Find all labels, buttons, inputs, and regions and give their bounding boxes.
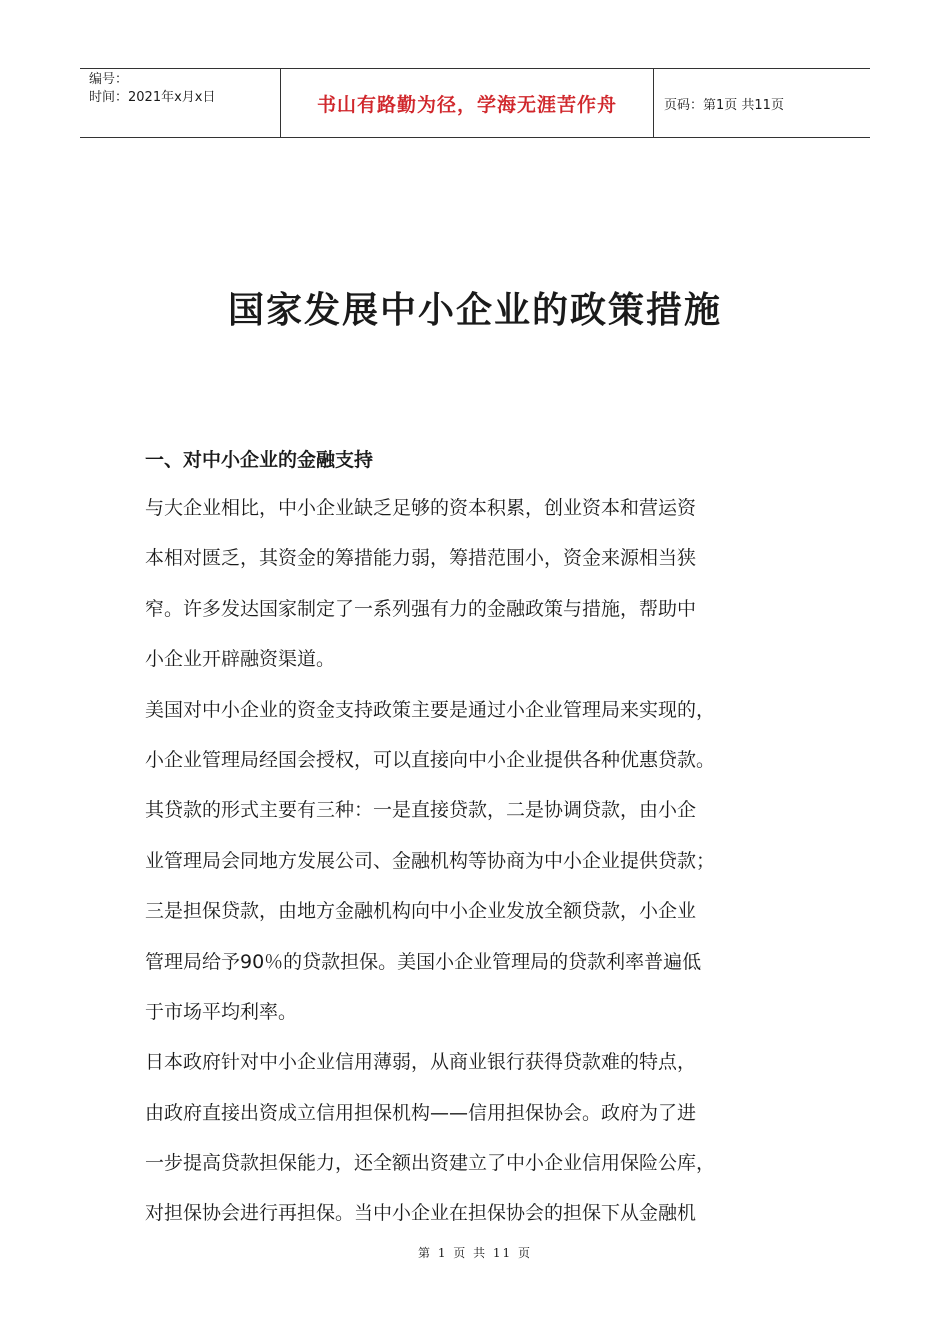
body-line: 窄。许多发达国家制定了一系列强有力的金融政策与措施，帮助中 — [145, 597, 697, 620]
body-line: 业管理局会同地方发展公司、金融机构等协商为中小企业提供贷款； — [145, 849, 716, 872]
body-line: 本相对匮乏，其资金的筹措能力弱，筹措范围小，资金来源相当狭 — [145, 547, 697, 570]
document-title: 国家发展中小企业的政策措施 — [227, 289, 722, 331]
body-line: 管理局给予90％的贷款担保。美国小企业管理局的贷款利率普遍低 — [145, 950, 702, 973]
body-line: 小企业开辟融资渠道。 — [145, 648, 336, 671]
header-motto: 书山有路勤为径，学海无涯苦作舟 — [281, 69, 654, 137]
document-date: 时间：2021年x月x日 — [89, 90, 216, 105]
body-line: 三是担保贷款，由地方金融机构向中小企业发放全额贷款，小企业 — [145, 900, 697, 923]
document-number-label: 编号： — [89, 72, 129, 87]
section-heading: 一、对中小企业的金融支持 — [145, 449, 374, 471]
body-line: 对担保协会进行再担保。当中小企业在担保协会的担保下从金融机 — [145, 1202, 697, 1225]
body-line: 小企业管理局经国会授权，可以直接向中小企业提供各种优惠贷款。 — [145, 748, 716, 771]
body-line: 于市场平均利率。 — [145, 1000, 298, 1023]
body-line: 其贷款的形式主要有三种：一是直接贷款，二是协调贷款，由小企 — [145, 799, 697, 822]
page-footer: 第 1 页 共 11 页 — [418, 1246, 532, 1260]
document-body — [145, 483, 810, 1239]
body-line: 美国对中小企业的资金支持政策主要是通过小企业管理局来实现的， — [145, 698, 716, 721]
body-line: 日本政府针对中小企业信用薄弱，从商业银行获得贷款难的特点， — [145, 1051, 697, 1074]
body-line: 一步提高贷款担保能力，还全额出资建立了中小企业信用保险公库， — [145, 1152, 716, 1175]
header-page-info: 页码：第1页 共11页 — [664, 97, 784, 113]
header-meta-cell — [80, 69, 281, 137]
body-line: 与大企业相比，中小企业缺乏足够的资本积累，创业资本和营运资 — [145, 497, 697, 519]
body-line: 由政府直接出资成立信用担保机构——信用担保协会。政府为了进 — [145, 1101, 697, 1124]
page-header — [80, 68, 870, 138]
